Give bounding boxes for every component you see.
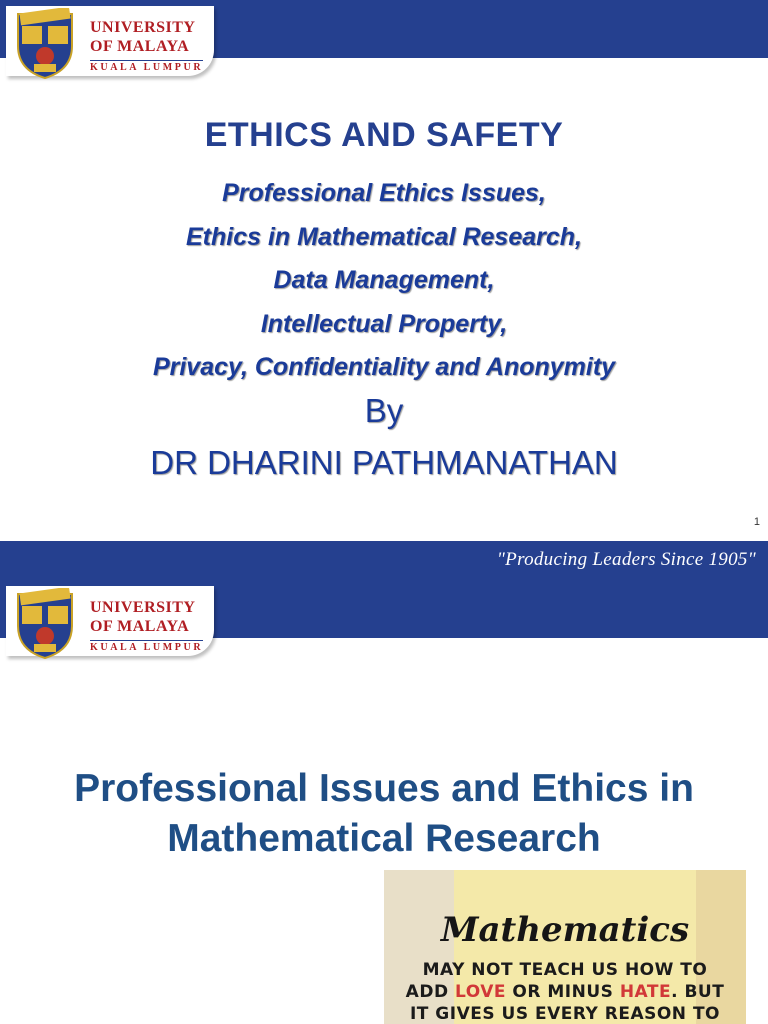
page-number: 1 <box>753 516 760 528</box>
image-line-2 <box>384 982 746 1002</box>
logo-line-university: UNIVERSITY <box>90 599 196 616</box>
image-line-2-part: . BUT <box>671 982 725 1002</box>
university-logo <box>6 586 214 656</box>
image-word-love: LOVE <box>454 982 506 1002</box>
by-label: By <box>364 392 404 429</box>
title-line-2: Mathematical Research <box>167 817 601 860</box>
image-heading: Mathematics <box>440 910 690 950</box>
topic-item: Data Management, <box>273 266 495 294</box>
image-line-3: IT GIVES US EVERY REASON TO <box>409 1004 721 1024</box>
title-line-1: Professional Issues and Ethics in <box>74 767 694 810</box>
slide-2 <box>0 580 768 1024</box>
logo-line-university: UNIVERSITY <box>90 19 196 36</box>
crest-icon <box>14 588 76 660</box>
logo-line-of-malaya: OF MALAYA <box>90 38 190 55</box>
footer-band <box>0 541 768 580</box>
logo-line-of-malaya: OF MALAYA <box>90 618 190 635</box>
logo-line-kuala-lumpur: KUALA LUMPUR <box>90 642 204 653</box>
slide-title: ETHICS AND SAFETY <box>204 116 564 154</box>
image-line-2-part: ADD <box>405 982 455 1002</box>
topic-list <box>0 172 768 390</box>
university-logo <box>6 6 214 76</box>
image-line-2-part: OR MINUS <box>505 982 620 1002</box>
slogan: "Producing Leaders Since 1905" <box>496 549 756 570</box>
topic-item: Privacy, Confidentiality and Anonymity <box>152 353 616 381</box>
topic-item: Intellectual Property, <box>260 309 508 338</box>
author-name: DR DHARINI PATHMANATHAN <box>150 444 618 481</box>
topic-item: Ethics in Mathematical Research, <box>186 222 582 251</box>
image-word-hate: HATE <box>619 982 672 1002</box>
mathematics-quote-image <box>384 870 746 1024</box>
slide-title <box>0 764 768 864</box>
image-line-1: MAY NOT TEACH US HOW TO <box>422 960 708 980</box>
logo-line-kuala-lumpur: KUALA LUMPUR <box>90 62 204 73</box>
topic-item: Professional Ethics Issues, <box>222 179 546 207</box>
crest-icon <box>14 8 76 80</box>
